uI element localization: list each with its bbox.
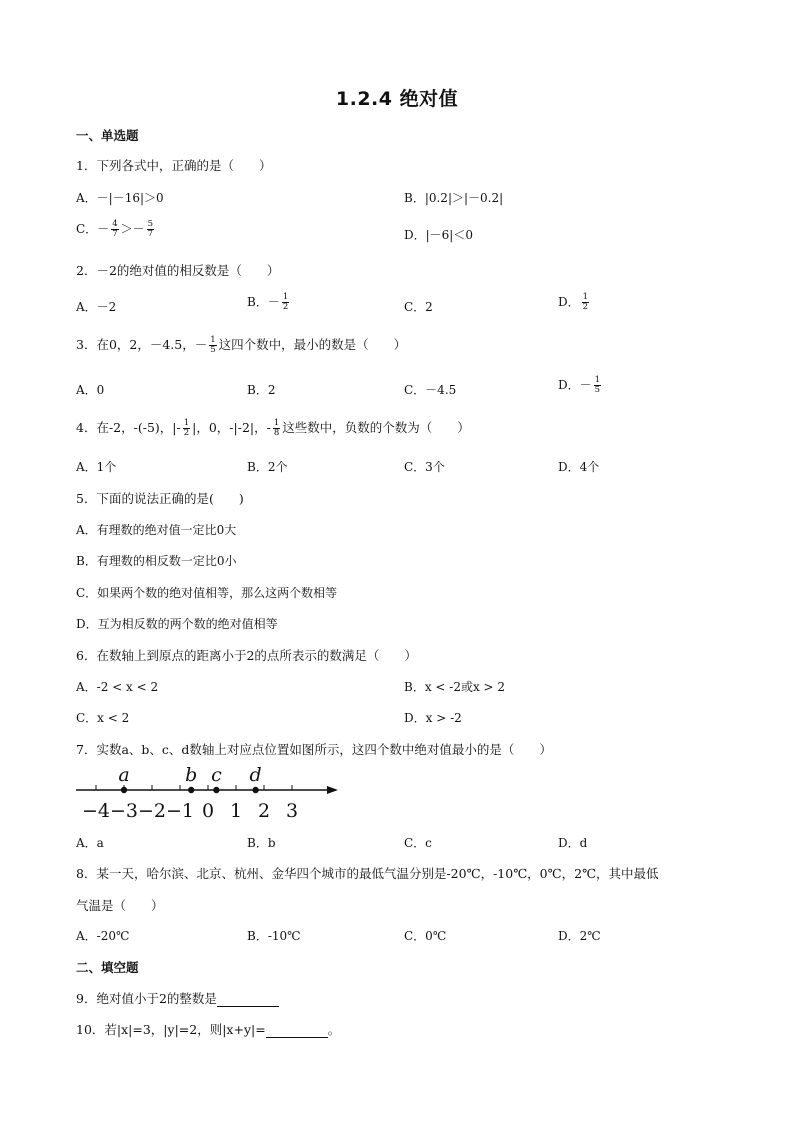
page-title: 1.2.4 绝对值 [335,88,459,110]
question-1-option-d: D．|－6|＜0 [404,228,473,242]
question-5-option-d: D．互为相反数的两个数的绝对值相等 [76,617,278,631]
question-3-stem [76,335,406,355]
fraction [147,220,154,239]
tick-label: −1 [165,800,195,822]
question-8-option-b: B．-10℃ [247,929,301,943]
fraction [209,336,216,355]
fraction-numerator: 1 [273,418,280,428]
question-5-option-b: B．有理数的相反数一定比0小 [76,554,237,568]
question-5-stem: 5．下面的说法正确的是( ) [76,491,244,506]
question-3-option-a: A．0 [76,383,105,397]
question-2-option-d [558,293,591,312]
question-3-option-c: C．－4.5 [404,383,457,397]
answer-blank [266,1022,328,1038]
question-3-option-b: B．2 [247,383,276,397]
question-6-option-c: C．x < 2 [76,711,130,725]
point-a-marker [121,787,127,793]
option-c-middle: ＞－ [120,222,145,236]
option-b-prefix: B．－ [247,295,280,309]
point-b-marker [188,787,194,793]
fraction [273,419,280,438]
point-a-label: a [118,764,130,786]
question-4-option-a: A．1个 [76,460,117,474]
fraction-numerator: 1 [282,292,289,302]
tick-label: −4 [81,800,111,822]
tick-label: 0 [201,800,215,822]
question-2-option-a: A．－2 [76,300,117,314]
question-3-stem-start: 3．在0，2，－4.5，－ [76,337,208,352]
question-8-option-d: D．2℃ [558,929,601,943]
fraction-denominator: 7 [147,229,154,239]
question-1-option-b: B．|0.2|＞|－0.2| [404,191,504,205]
question-7-option-c: C．c [404,836,432,850]
question-3-stem-end: 这四个数中，最小的数是（ ） [218,337,407,352]
fraction [594,376,601,395]
question-6-option-b: B．x < -2或x > 2 [404,680,506,694]
question-1-option-c [76,220,156,239]
question-10-end: 。 [327,1022,341,1037]
question-6-option-d: D．x > -2 [404,711,462,725]
question-10-stem: 10．若|x|=3，|y|=2，则|x+y|= [76,1022,266,1037]
fraction [183,419,190,438]
arrow-head-icon [327,786,338,794]
tick-label: 2 [257,800,271,822]
fraction [111,220,118,239]
number-line-figure [72,760,352,822]
point-c-marker [213,787,219,793]
fraction-numerator: 1 [594,375,601,385]
question-10 [76,1020,340,1038]
fraction-denominator: 8 [273,428,280,438]
option-d-prefix: D． [558,295,580,309]
question-8-stem-line-2: 气温是（ ） [76,898,164,913]
point-b-label: b [185,764,198,786]
question-9 [76,989,279,1007]
question-4-stem-end: 这些数中，负数的个数为（ ） [282,420,470,435]
question-1-option-a: A．－|－16|＞0 [76,191,164,205]
question-7-option-a: A．a [76,836,104,850]
tick-label: 3 [285,800,299,822]
fraction-numerator: 1 [582,292,589,302]
question-7-stem: 7．实数a、b、c、d数轴上对应点位置如图所示，这四个数中绝对值最小的是（ ） [76,742,552,757]
question-4-stem [76,418,470,438]
question-4-option-b: B．2个 [247,460,288,474]
question-1-stem: 1．下列各式中，正确的是（ ） [76,158,272,173]
fraction-numerator: 1 [183,418,190,428]
fraction-numerator: 4 [112,219,118,229]
tick-label: −3 [109,800,139,822]
point-d-label: d [249,764,262,786]
point-c-label: c [211,764,222,786]
question-5-option-a: A．有理数的绝对值一定比0大 [76,523,237,537]
question-7-option-d: D．d [558,836,588,850]
option-d-prefix: D．－ [558,378,592,392]
question-5-option-c: C．如果两个数的绝对值相等，那么这两个数相等 [76,586,338,600]
point-d-marker [252,787,258,793]
question-3-option-d [558,376,603,395]
answer-blank [217,991,279,1007]
fraction [582,293,589,312]
question-4-stem-start: 4．在-2，-(-5)，|- [76,420,181,435]
question-2-option-c: C．2 [404,300,433,314]
question-8-option-a: A．-20℃ [76,929,130,943]
fraction [282,293,289,312]
question-7-option-b: B．b [247,836,276,850]
question-9-stem: 9．绝对值小于2的整数是 [76,991,217,1006]
question-6-stem: 6．在数轴上到原点的距离小于2的点所表示的数满足（ ） [76,648,417,663]
question-4-option-d: D．4个 [558,460,600,474]
question-2-stem: 2．－2的绝对值的相反数是（ ） [76,263,280,278]
question-4-option-c: C．3个 [404,460,445,474]
question-2-option-b [247,293,291,312]
question-4-stem-middle: |，0，-|-2|，- [192,420,271,435]
question-6-option-a: A．-2 < x < 2 [76,680,159,694]
fraction-numerator: 5 [147,219,154,229]
fraction-denominator: 2 [183,428,190,438]
question-8-option-c: C．0℃ [404,929,447,943]
fraction-denominator: 2 [282,302,289,312]
question-8-stem-line-1: 8．某一天，哈尔滨、北京、杭州、金华四个城市的最低气温分别是-20℃，-10℃，0℃，2℃，其中最低 [76,866,659,881]
fraction-denominator: 7 [112,229,118,239]
fraction-numerator: 1 [210,335,216,345]
fraction-denominator: 5 [210,345,216,355]
tick-label: −2 [137,800,167,822]
section-heading-single-choice: 一、单选题 [76,128,139,143]
tick-label: 1 [229,800,243,822]
option-c-prefix: C．－ [76,222,110,236]
fraction-denominator: 2 [582,302,589,312]
fraction-denominator: 5 [594,385,601,395]
section-heading-fill-in: 二、填空题 [76,960,139,975]
